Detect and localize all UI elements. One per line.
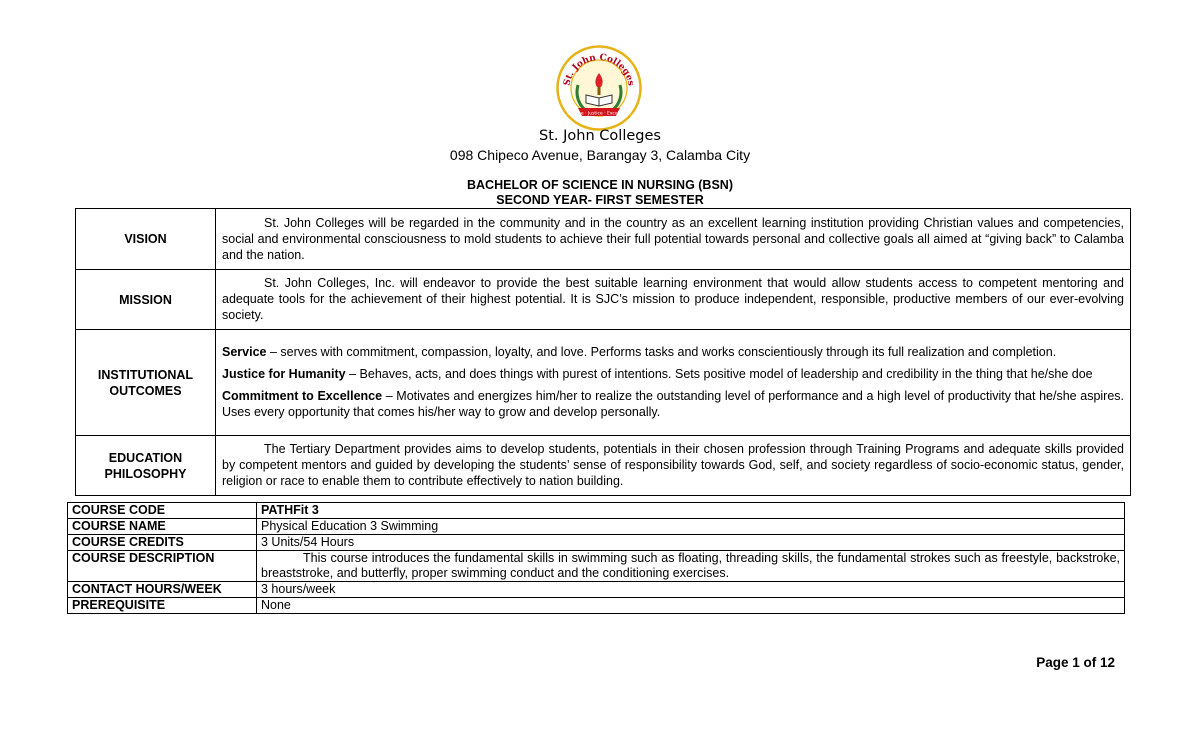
vision-text: St. John Colleges will be regarded in the community and in the country as an excellent learning institution providing Christian values and competencies, social and environmental consciousness to mold students to achieve their full potential towards personal and collective goals all aimed at “giving back” to Calamba and the nation. [216,209,1131,270]
outcome-item [222,388,1124,420]
course-name-value: Physical Education 3 Swimming [257,519,1125,535]
outcome-item [222,344,1124,360]
course-description-value: This course introduces the fundamental skills in swimming such as floating, threading skills, the fundamental strokes such as freestyle, backstroke, breaststroke, and butterfly, proper swimming conduct and the conditioning exercises. [257,551,1125,582]
outcome-text: – Behaves, acts, and does things with purest of intentions. Sets positive model of leadership and credibility in the thing that he/she doe [345,367,1093,381]
outcome-title: Service [222,345,267,359]
logo-ribbon-text: Service · Justice · Excellence [566,111,632,117]
mission-text: St. John Colleges, Inc. will endeavor to provide the best suitable learning environment that would allow students access to competent mentoring and adequate tools for the achievement of their highest potential. It is SJC’s mission to produce independent, responsible, productive members of our ever-evolving society. [216,270,1131,330]
page-number: Page 1 of 12 [1036,655,1115,670]
course-credits-row [68,535,1125,551]
outcomes-list [216,330,1131,436]
vision-label: VISION [76,209,216,270]
course-credits-label: COURSE CREDITS [68,535,257,551]
prerequisite-value: None [257,598,1125,614]
philosophy-row [76,436,1131,496]
logo-arc-text: St. John Colleges [562,52,636,87]
school-address: 098 Chipeco Avenue, Barangay 3, Calamba City [449,147,751,163]
mission-label: MISSION [76,270,216,330]
contact-hours-label: CONTACT HOURS/WEEK [68,582,257,598]
prerequisite-label: PREREQUISITE [68,598,257,614]
vision-row [76,209,1131,270]
philosophy-label: EDUCATION PHILOSOPHY [76,436,216,496]
contact-hours-row [68,582,1125,598]
course-name-label: COURSE NAME [68,519,257,535]
course-credits-value: 3 Units/54 Hours [257,535,1125,551]
philosophy-text: The Tertiary Department provides aims to develop students, potentials in their chosen profession through Training Programs and adequate skills provided by competent mentors and guided by developing the students’ sense of responsibility towards God, self, and society regardless of socio-economic status, gender, religion or race to enable them to contribute effectively to nation building. [216,436,1131,496]
institution-info-table [75,208,1131,496]
outcome-item [222,366,1124,382]
program-title: BACHELOR OF SCIENCE IN NURSING (BSN) [467,178,733,192]
course-info-table [67,502,1125,614]
mission-row [76,270,1131,330]
year-semester: SECOND YEAR- FIRST SEMESTER [496,193,704,207]
course-code-label: COURSE CODE [68,503,257,519]
contact-hours-value: 3 hours/week [257,582,1125,598]
outcome-title: Commitment to Excellence [222,389,383,403]
course-name-row [68,519,1125,535]
course-code-value: PATHFit 3 [257,503,1125,519]
school-name: St. John Colleges [539,128,661,144]
course-description-row [68,551,1125,582]
outcomes-row [76,330,1131,436]
outcome-text: – Motivates and energizes him/her to realize the outstanding level of performance and a high level of productivity that he/she aspires. Uses every opportunity that comes his/her way to grow and develop personally. [222,389,1125,419]
st-john-colleges-seal-icon [556,45,642,131]
outcome-title: Justice for Humanity [222,367,346,381]
outcomes-label: INSTITUTIONAL OUTCOMES [76,330,216,436]
course-description-label: COURSE DESCRIPTION [68,551,257,582]
outcome-text: – serves with commitment, compassion, loyalty, and love. Performs tasks and works conscientiously through its full realization and completion. [266,345,1057,359]
course-code-row [68,503,1125,519]
prerequisite-row [68,598,1125,614]
